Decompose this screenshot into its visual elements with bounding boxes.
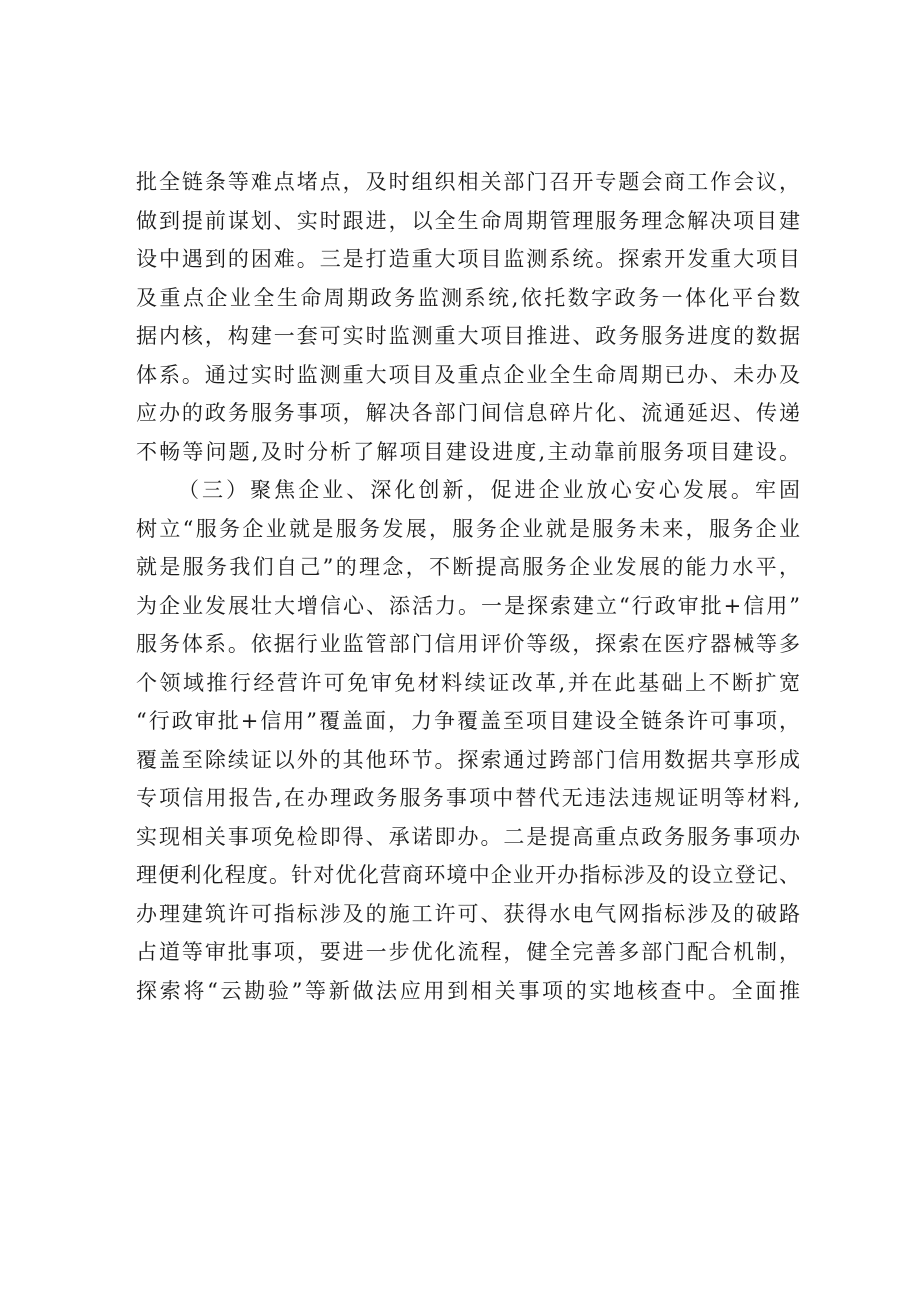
text-line: 服务体系。依据行业监管部门信用评价等级，探索在医疗器械等多	[136, 632, 800, 656]
text-line: “行政审批+信用”覆盖面，力争覆盖至项目建设全链条许可事项，	[136, 709, 800, 733]
paragraph-2	[136, 471, 800, 1010]
text-line: 及重点企业全生命周期政务监测系统,依托数字政务一体化平台数	[136, 285, 800, 310]
text-line: 体系。通过实时监测重大项目及重点企业全生命周期已办、未办及	[136, 362, 800, 387]
text-line: 应办的政务服务事项，解决各部门间信息碎片化、流通延迟、传递	[136, 401, 800, 425]
document-body	[136, 163, 800, 1010]
text-line: 个领域推行经营许可免审免材料续证改革,并在此基础上不断扩宽	[136, 670, 800, 695]
text-line: 据内核，构建一套可实时监测重大项目推进、政务服务进度的数据	[136, 324, 800, 348]
text-line: 不畅等问题,及时分析了解项目建设进度,主动靠前服务项目建设。	[136, 439, 800, 464]
text-line: 树立“服务企业就是服务发展，服务企业就是服务未来，服务企业	[136, 516, 800, 541]
text-line: 设中遇到的困难。三是打造重大项目监测系统。探索开发重大项目	[136, 247, 800, 271]
text-line: 占道等审批事项，要进一步优化流程，健全完善多部门配合机制，	[136, 940, 800, 964]
text-line: 为企业发展壮大增信心、添活力。一是探索建立“行政审批+信用”	[136, 593, 800, 618]
text-line: 实现相关事项免检即得、承诺即办。二是提高重点政务服务事项办	[136, 824, 800, 849]
text-line: 批全链条等难点堵点，及时组织相关部门召开专题会商工作会议，	[136, 170, 800, 194]
text-line: 专项信用报告,在办理政务服务事项中替代无违法违规证明等材料,	[136, 786, 800, 810]
text-line: 探索将“云勘验”等新做法应用到相关事项的实地核查中。全面推	[136, 978, 800, 1003]
section-heading-line: （三）聚焦企业、深化创新，促进企业放心安心发展。牢固	[178, 478, 800, 502]
paragraph-1	[136, 163, 800, 471]
text-line: 做到提前谋划、实时跟进，以全生命周期管理服务理念解决项目建	[136, 208, 800, 233]
text-line: 覆盖至除续证以外的其他环节。探索通过跨部门信用数据共享形成	[136, 747, 800, 772]
text-line: 就是服务我们自己”的理念，不断提高服务企业发展的能力水平，	[136, 555, 800, 579]
text-line: 理便利化程度。针对优化营商环境中企业开办指标涉及的设立登记、	[136, 863, 800, 887]
text-line: 办理建筑许可指标涉及的施工许可、获得水电气网指标涉及的破路	[136, 901, 800, 926]
